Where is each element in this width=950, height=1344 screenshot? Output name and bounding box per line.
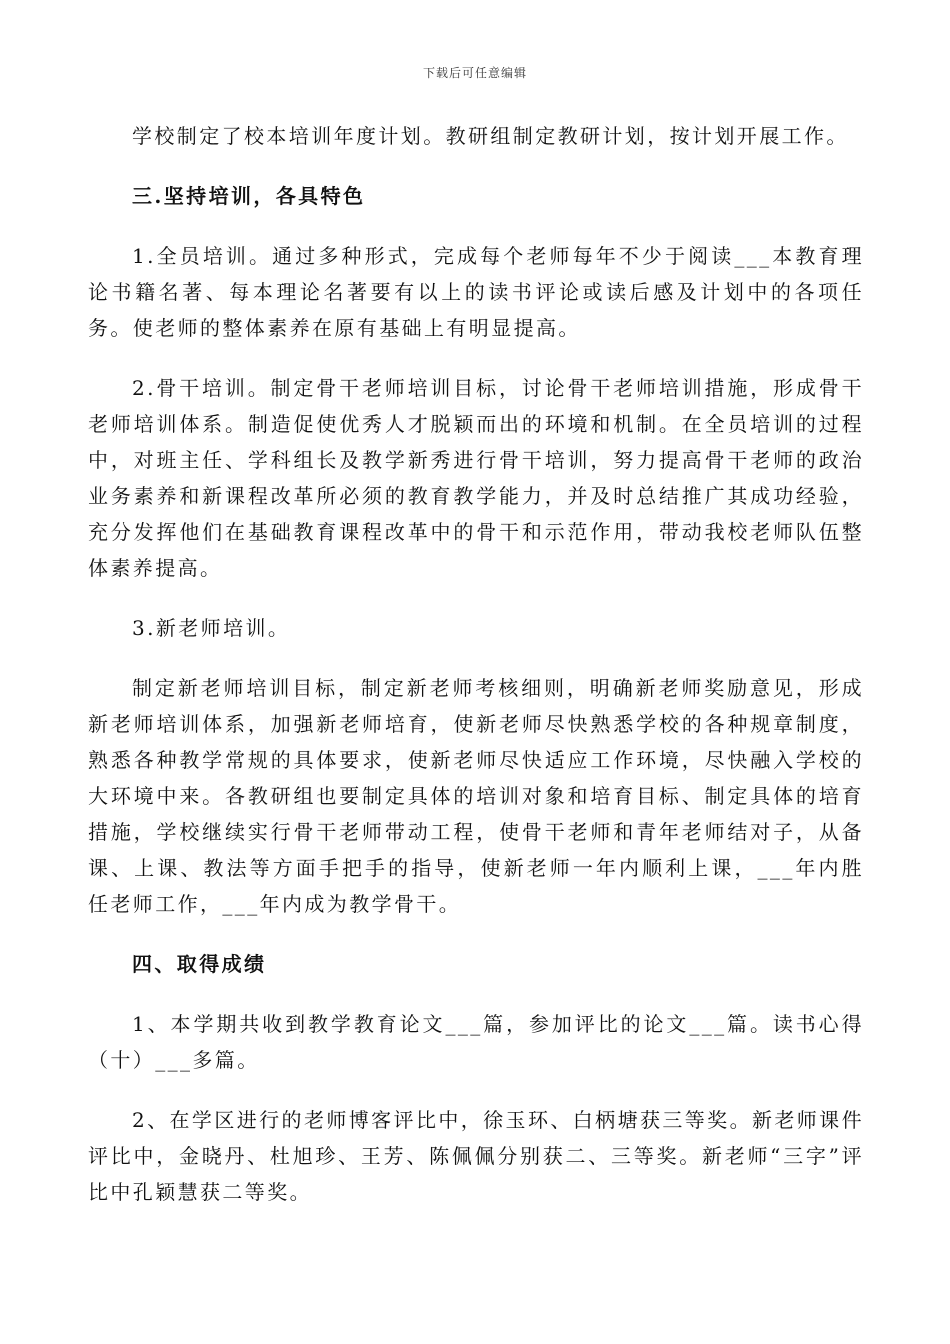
paragraph-training-plan: 学校制定了校本培训年度计划。教研组制定教研计划，按计划开展工作。	[132, 124, 849, 148]
paragraph-awards: 2、在学区进行的老师博客评比中，徐玉环、白柄塘获三等奖。新老师课件评比中，金晓丹、杜旭珍、王芳、陈佩佩分别获二、三等奖。新老师“三字”评比中孔颖慧获二等奖。	[88, 1108, 864, 1204]
document-body	[88, 118, 864, 1210]
paragraph-new-teacher-training: 制定新老师培训目标，制定新老师考核细则，明确新老师奖励意见，形成新老师培训体系，加强新老师培育，使新老师尽快熟悉学校的各种规章制度，熟悉各种教学常规的具体要求，使新老师尽快适应工作环境，尽快融入学校的大环境中来。各教研组也要制定具体的培训对象和培育目标、制定具体的培育措施，学校继续实行骨干老师带动工程，使骨干老师和青年老师结对子，从备课、上课、教法等方面手把手的指导，使新老师一年内顺利上课，___年内胜任老师工作，___年内成为教学骨干。	[88, 676, 864, 916]
section-heading-4: 四、取得成绩	[132, 952, 267, 976]
page-header-note: 下载后可任意编辑	[422, 66, 527, 80]
paragraph-all-staff-training: 1.全员培训。通过多种形式，完成每个老师每年不少于阅读___本教育理论书籍名著、每本理论名著要有以上的读书评论或读后感及计划中的各项任务。使老师的整体素养在原有基础上有明显提高。	[88, 244, 864, 340]
paragraph-backbone-training: 2.骨干培训。制定骨干老师培训目标，讨论骨干老师培训措施，形成骨干老师培训体系。制造促使优秀人才脱颖而出的环境和机制。在全员培训的过程中，对班主任、学科组长及教学新秀进行骨干培训，努力提高骨干老师的政治业务素养和新课程改革所必须的教育教学能力，并及时总结推广其成功经验，充分发挥他们在基础教育课程改革中的骨干和示范作用，带动我校老师队伍整体素养提高。	[88, 376, 864, 580]
paragraph-papers-count: 1、本学期共收到教学教育论文___篇，参加评比的论文___篇。读书心得（十）___多篇。	[88, 1012, 864, 1072]
section-heading-3: 三.坚持培训，各具特色	[132, 184, 366, 208]
paragraph-new-teacher-title: 3.新老师培训。	[132, 616, 291, 640]
